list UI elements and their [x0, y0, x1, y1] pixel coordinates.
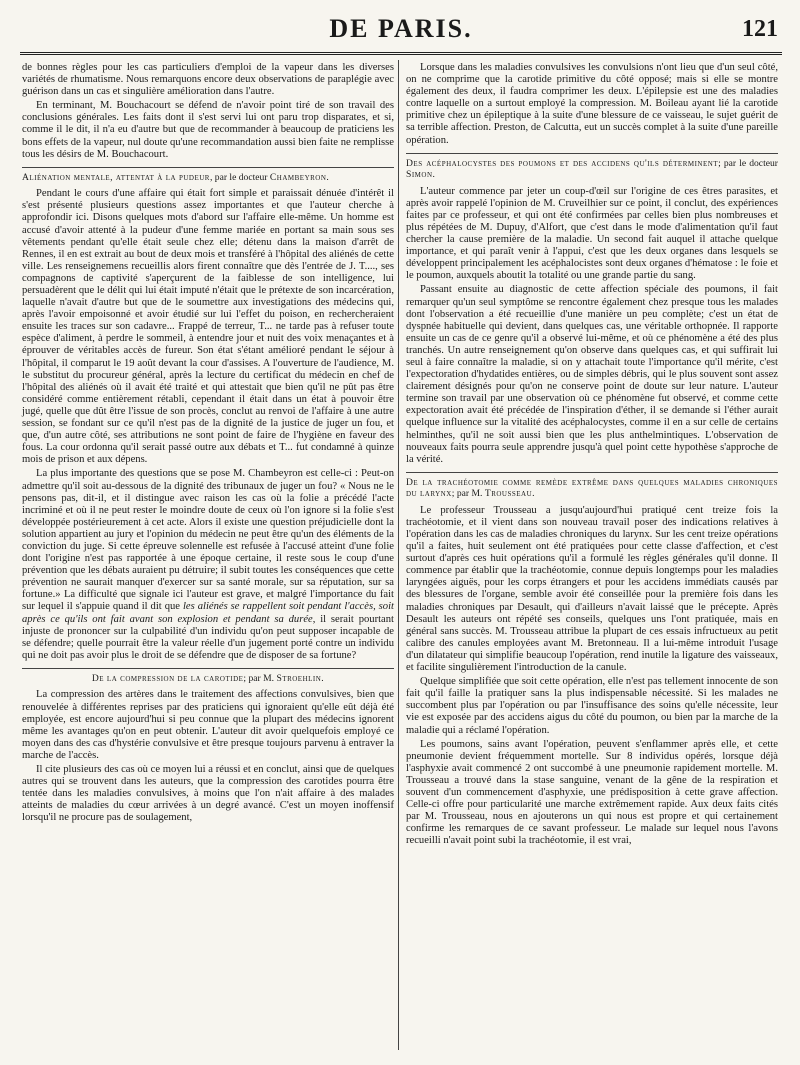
paragraph: Le professeur Trousseau a jusqu'aujourd'hui pratiqué cent treize fois la trachéotomie, et il vient dans son nouveau travail poser des indications relatives à l'opération dans les cas de maladies chroniques du larynx. Sur les cent treize opérations qu'il a faites, huit seulement ont été pratiquées pour cette classe d'affection, et c'est surtout d'après ces huit opérations qu'il a formulé les règles générales qu'il donne. Il commence par établir que la trachéotomie, connue depuis longtemps pour les maladies laryngées aiguës, pour les corps étrangers et pour les accidens immédiats causés par des blessures de l'organe, semble avoir été conseillée pour la première fois dans les maladies chroniques par Desault, qui d'ailleurs n'avait laissé que le précepte. Après Desault les auteurs ont répété ses conseils, quelques uns l'ont pratiquée, mais en général sans succès. M. Trousseau attribue la plupart de ces essais infructueux au petit calibre des canules employées avant M. Bretonneau. Il a lui-même introduit l'usage d'un dilatateur qui simplifie beaucoup l'opération, rend inutile la ligature des vaisseaux, et facilite singulièrement l'introduction de la canule. [406, 504, 778, 674]
text-run: , il serait pourtant injuste de prononcer sur la culpabilité d'un individu qu'on peut supposer incapable de se défendre; quelle pourrait être la valeur réelle d'un jugement porté contre un individu qui ne doit pas avoir plus le droit de se défendre que de disposer de sa fortune? [22, 613, 394, 661]
paragraph: Les poumons, sains avant l'opération, peuvent s'enflammer après elle, et cette pneumonie devient fréquemment mortelle. Sur 8 individus opérés, lorsque déjà l'asphyxie avait commencé 2 ont succombé à une pneumonie rapidement mortelle. M. Trousseau a trouvé dans la stase sanguine, venant de la gêne de la respiration et souvent d'un commencement d'asphyxie, une prédisposition à cette grave affection. Celle-ci offre pour particularité une marche extrêmement rapide. Aux deux faits cités par M. Trousseau, nous en ajouterons un qui nous est propre et qui certainement confirme les remarques de ce savant professeur. Le malade sur lequel nous l'avons recueilli n'avait point subi la trachéotomie, il est vrai, [406, 738, 778, 847]
column-divider [398, 60, 399, 1050]
section-heading [406, 153, 778, 181]
heading-title: De la compression de la carotide [91, 672, 244, 684]
text-run: La plus importante des questions que se pose M. Chambeyron est celle-ci : Peut-on admettre qu'il soit au-dessous de la dignité des tribunaux de juger un fou? « Nous ne le pensons pas, dit-il, et il distingue avec raison les cas où la folie a précédé l'acte incriminé et où il ne peut rester le moindre doute de ceux où l'on ignore si la folie s'est développée postérieurement à cet acte. Alors il existe une question préjudicielle dont la solution appartient au jury et l'opinion du médecin ne peut être qu'un des éléments de la conviction du juge. Si cette épreuve solennelle est refusée à l'accusé atteint d'une folie dont l'origine n'est pas rapportée à une époque certaine, il reste sous le coup d'une prévention que les débats auraient pu détruire; il subit toutes les conséquences que cette prévention ne saurait manquer d'exercer sur sa santé morale, sur sa réputation, sur sa fortune.» La difficulté que signale ici l'auteur est grave, et malgré l'importance du fait sur lequel il s'appuie quand il dit que [22, 468, 394, 613]
heading-title: Aliénation mentale, attentat à la pudeur [22, 171, 210, 183]
page-number: 121 [742, 16, 778, 42]
heading-author: Trousseau. [484, 488, 536, 500]
paragraph [22, 468, 394, 662]
paragraph: Pendant le cours d'une affaire qui était fort simple et paraissait dénuée d'intérêt il s'est présenté plusieurs questions assez importantes et que l'auteur cherche à approfondir ici. Disons quelques mots d'abord sur l'affaire elle-même. Un homme est accusé d'avoir attenté à la pudeur d'une femme mariée en portant sa main sous ses vêtements pendant qu'elle était seule chez elle; détenu dans la maison d'arrêt de Rennes, il en est extrait au bout de deux mois et transféré à l'hôpital des aliénés de cette ville. Les renseignemens recueillis alors firent connaître que dès l'entrée de J. T...., ses compagnons de captivité s'aperçurent de la faiblesse de son intelligence, lui persuadèrent que le délit qui lui était imputé n'était que le prétexte de son incarcération, laquelle n'avait d'autre but que de le soumettre aux investigations des médecins qui, après l'avoir empoisonné et avoir étudié sur lui l'effet du poison, en rechercheraient ensuite les traces sur son cadavre... Frappé de terreur, T... ne tarde pas à refuser toute espèce d'aliment, à perdre le sommeil, à entendre jour et nuit des voix menaçantes et à éprouver de véritables accès de fureur. Son état s'étant amélioré pendant le séjour à l'hôpital, il comparut le 19 août devant la cour d'assises. A l'ouverture de l'audience, M. le substitut du procureur général, après la lecture du certificat du médecin en chef de l'hôpital des aliénés où il avait été traité et qui attestait que bien qu'il ne pût pas être considéré comme entièrement rétabli, cependant il était dans un état à pouvoir être jugé, quelle que dût être l'issue de son procès, conclut au renvoi de l'affaire à une autre session, se fondant sur ce qu'il n'est pas de la dignité de la justice de juger un fou, et que, d'un autre côté, ses attributions ne sont point de faire de l'hygiène en faveur des fous. La cour ordonna qu'il serait passé outre aux débats et T... fut condamné à quinze mois de prison et aux dépens. [22, 188, 394, 466]
paragraph: Passant ensuite au diagnostic de cette affection spéciale des poumons, il fait remarquer qu'un seul symptôme se rencontre également chez presque tous les malades dont l'observation a été recueillie d'une manière un peu complète; c'est un état de dyspnée habituelle qui devient, dans quelques cas, une véritable orthopnée. Il rapporte ensuite un cas de ce genre qu'il a observé lui-même, et où ce phénomène a été des plus tranchés. Un autre renseignement qu'on observe dans quelques cas, et qui suffirait lui seul à faire connaître la maladie, si on y attachait toute l'importance qu'il mérite, c'est l'expectoration d'hydatides entières, ou de simples débris, qui le plus souvent sont assez clairement désignés pour qu'on ne conserve point de doute sur leur nature. L'auteur termine son travail par une observation où ce phénomène fut observé, et comme cette expectoration avait été précédée de l'inspiration d'éther, il se demande si l'éther aurait quelque influence sur la vitalité des acéphalocystes, comme il en a sur celle de certains helminthes, qu'il ne soit aussi bien que les plus anthelmintiques. L'observation de nouveaux faits pourra seule apprendre jusqu'à quel point cette hypothèse s'approche de la vérité. [406, 284, 778, 465]
section-heading [22, 668, 394, 685]
right-column [406, 62, 778, 849]
left-column [22, 62, 394, 826]
heading-title: De la trachéotomie comme remède extrême dans quelques maladies chroniques du larynx [406, 476, 778, 500]
heading-author: Chambeyron. [269, 171, 330, 183]
heading-by: , par le docteur [209, 171, 270, 183]
paragraph: Lorsque dans les maladies convulsives les convulsions n'ont lieu que d'un seul côté, on ne comprime que la carotide primitive du côté opposé; mais si elle se montre également des deux, il faudra comprimer les deux. L'épilepsie est une des maladies contre laquelle on a surtout employé la compression. M. Boileau ayant lié la carotide primitive chez un épileptique à la suite d'une blessure de ce vaisseau, le sujet guérit de sa terrible affection. Preston, de Calcutta, eut un succès complet à la suite d'une pareille opération. [406, 62, 778, 146]
heading-author: Stroehlin. [276, 672, 325, 684]
paragraph: Quelque simplifiée que soit cette opération, elle n'est pas tellement innocente de son fait qu'il faille la pratiquer sans la plus indispensable nécessité. Si les malades ne succombent plus par l'opération ou par l'insuffisance des soins qu'elle nécessite, leur vie est exposée par des accidens aigus du côté du poumon, ou bien par la marche de la maladie qui a réclamé l'opération. [406, 676, 778, 736]
page-header [20, 14, 782, 48]
page-title: DE PARIS. [329, 14, 473, 43]
heading-by: ; par M. [451, 488, 485, 500]
paragraph: En terminant, M. Bouchacourt se défend de n'avoir point tiré de son travail des conclusions générales. Les faits dont il s'est servi lui ont paru trop disparates, et si, comme il le dit, il n'a eu d'autre but que de recommander à beaucoup de praticiens les bons effets de la vapeur, nul doute qu'une recommandation aussi bien faite ne remplisse tous les désirs de M. Bouchacourt. [22, 100, 394, 160]
heading-title: Des acéphalocystes des poumons et des accidens qu'ils déterminent [406, 157, 719, 169]
paragraph: La compression des artères dans le traitement des affections convulsives, bien que renouvelée à différentes reprises par des praticiens qui ignoraient qu'elle eût déjà été employée, est encore aujourd'hui si peu connue que la plupart des médecins ignorent même les avantages qu'on en peut obtenir. L'auteur dit avoir quelquefois employé ce moyen dans des cas d'hystérie convulsive et être presque toujours parvenu à entraver la marche de l'accès. [22, 689, 394, 761]
paragraph: L'auteur commence par jeter un coup-d'œil sur l'origine de ces êtres parasites, et après avoir rappelé l'opinion de M. Cruveilhier sur ce point, il conclut, des expériences faites par ce professeur, et qui ont été confirmées par celles bien plus nombreuses et plus répétées de M. Dupuy, d'Alfort, que c'est dans le mode d'alimentation qu'il faut chercher la cause première de la maladie. Un second fait auquel il attache quelque importance, et qui paraît venir à l'appui, c'est que les deux organes dans lesquels se développent principalement les acéphalocistes sont deux organes d'hématose : le foie et le poumon, auxquels aboutit la totalité ou une grande partie du sang. [406, 185, 778, 282]
paragraph: de bonnes règles pour les cas particuliers d'emploi de la vapeur dans les diverses variétés de rhumatisme. Nous remarquons encore deux observations de paraplégie avec guérison dans un cas et singulière amélioration dans l'autre. [22, 62, 394, 98]
section-heading [22, 167, 394, 184]
heading-by: ; par le docteur [718, 157, 778, 169]
paragraph: Il cite plusieurs des cas où ce moyen lui a réussi et en conclut, ainsi que de quelques autres qui se trouvent dans les auteurs, que la compression des carotides pourra être tentée dans les maladies convulsives, à moins que l'on n'ait affaire à des malades atteints de maladies du cœur arrivées à un degré avancé. C'est un moyen inoffensif lorsqu'il ne procure pas de soulagement, [22, 763, 394, 824]
section-heading [406, 472, 778, 500]
header-rule [20, 52, 782, 55]
heading-author: Simon. [406, 169, 436, 181]
heading-by: ; par M. [243, 672, 277, 684]
italic-quote: les aliénés se rappellent soit pendant l'accès, soit après ce qu'ils ont fait avant son explosion et pendant sa durée [22, 601, 394, 625]
